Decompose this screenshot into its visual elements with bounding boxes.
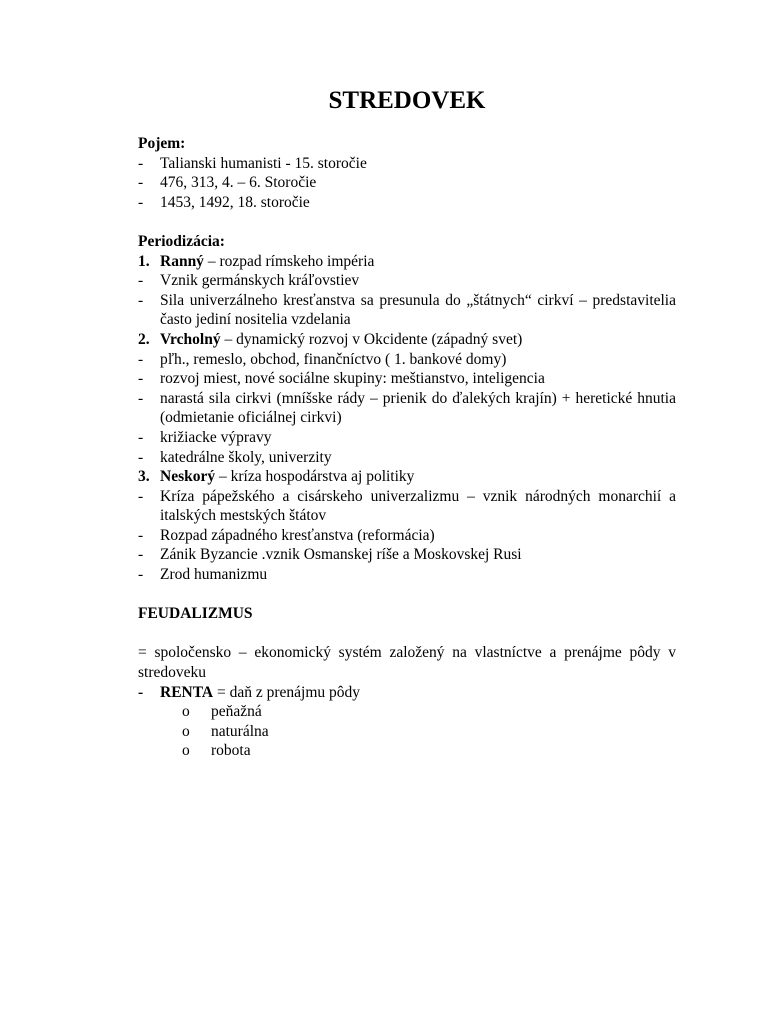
document-title: STREDOVEK — [328, 87, 486, 114]
list-item: - Kríza pápežského a cisárskeho univerzalizmu – vznik národných monarchií a italských mestských štátov — [138, 487, 676, 525]
periodizacia-heading: Periodizácia: — [138, 232, 225, 250]
sub-list-item: o peňažná — [182, 703, 262, 721]
sub-list-item: o naturálna — [182, 722, 269, 740]
renta-item: - RENTA = daň z prenájmu pôdy — [138, 683, 361, 701]
list-item: - katedrálne školy, univerzity — [138, 448, 332, 466]
period-heading-high: 2. Vrcholný – dynamický rozvoj v Okcidente (západný svet) — [138, 330, 523, 348]
list-item: - Vznik germánskych kráľovstiev — [138, 272, 360, 290]
list-item: - Talianski humanisti - 15. storočie — [138, 154, 367, 172]
sub-list-item: o robota — [182, 742, 251, 760]
list-item: - križiacke výpravy — [138, 428, 272, 446]
list-item: - Zánik Byzancie .vznik Osmanskej ríše a Moskovskej Rusi — [138, 546, 522, 564]
feudalizmus-definition: = spoločensko – ekonomický systém založený na vlastníctve a prenájme pôdy v stredoveku — [138, 644, 676, 682]
list-item: - narastá sila cirkvi (mníšske rády – prienik do ďalekých krajín) + heretické hnutia (odmietanie oficiálnej cirkvi) — [138, 389, 676, 427]
list-item: - Zrod humanizmu — [138, 566, 268, 584]
list-item: - Rozpad západného kresťanstva (reformácia) — [138, 526, 435, 544]
list-item: - Sila univerzálneho kresťanstva sa presunula do „štátnych“ cirkví – predstavitelia často jediní nositelia vzdelania — [138, 291, 676, 329]
period-heading-late: 3. Neskorý – kríza hospodárstva aj politiky — [138, 468, 415, 486]
list-item: - 476, 313, 4. – 6. Storočie — [138, 174, 317, 192]
list-item: - pľh., remeslo, obchod, finančníctvo ( 1. bankové domy) — [138, 350, 507, 368]
document-page — [138, 86, 676, 761]
period-heading-early: 1. Ranný – rozpad rímskeho impéria — [138, 252, 375, 270]
pojem-heading: Pojem: — [138, 135, 186, 152]
list-item: - rozvoj miest, nové sociálne skupiny: meštianstvo, inteligencia — [138, 370, 545, 388]
list-item: - 1453, 1492, 18. storočie — [138, 193, 310, 211]
feudalizmus-heading: FEUDALIZMUS — [138, 605, 253, 623]
